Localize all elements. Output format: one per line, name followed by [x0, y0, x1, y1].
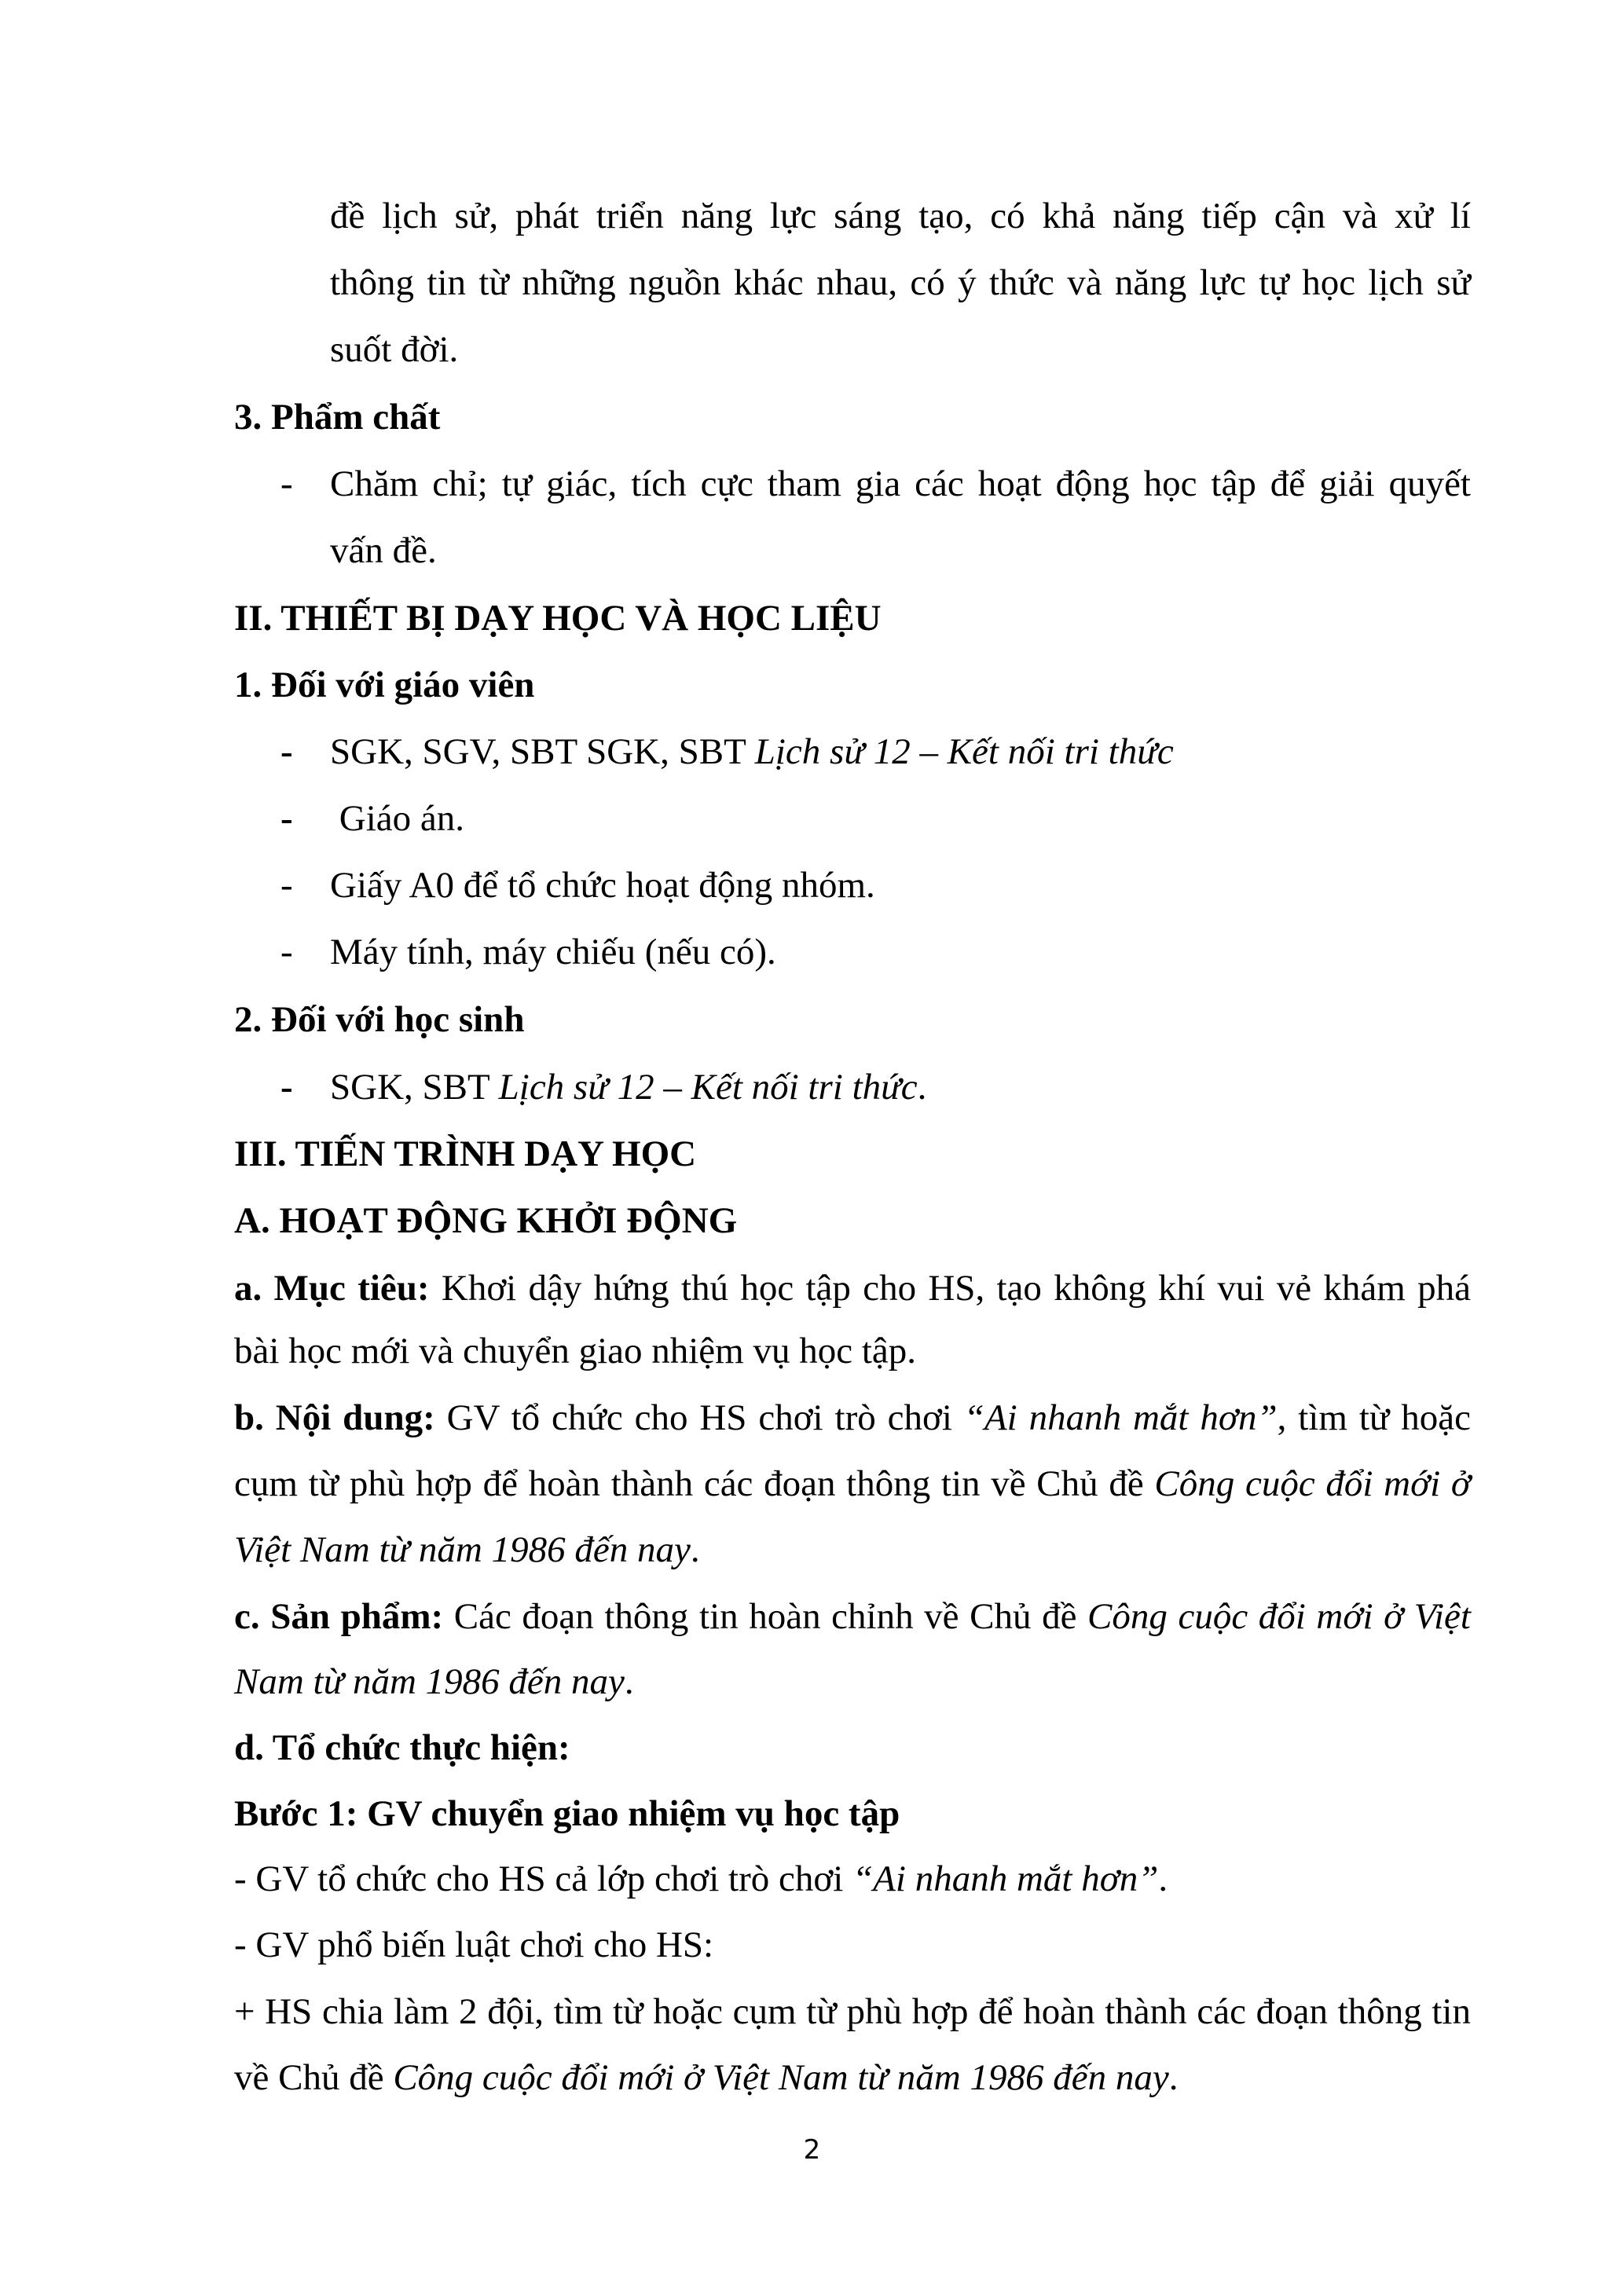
- text-span-italic: Công cuộc đổi mới ở Việt: [1087, 1596, 1471, 1637]
- text-line: vấn đề.: [330, 530, 437, 571]
- heading-hoc-sinh: 2. Đối với học sinh: [234, 999, 525, 1040]
- heading-giao-vien: 1. Đối với giáo viên: [234, 665, 535, 705]
- label-muc-tieu: a. Mục tiêu:: [234, 1268, 430, 1309]
- text-line: - GV phổ biến luật chơi cho HS:: [234, 1924, 714, 1965]
- text-line: thông tin từ những nguồn khác nhau, có ý thức và năng lực tự học lịch sử: [330, 262, 1471, 303]
- text-span: Các đoạn thông tin hoàn chỉnh về Chủ đề: [443, 1596, 1088, 1637]
- heading-to-chuc: d. Tổ chức thực hiện:: [234, 1727, 570, 1768]
- bullet-dash: -: [280, 865, 293, 906]
- text-span-italic: Việt Nam từ năm 1986 đến nay: [234, 1529, 691, 1570]
- text-span: cụm từ phù hợp để hoàn thành các đoạn thông tin về Chủ đề: [234, 1463, 1155, 1504]
- heading-thiet-bi: II. THIẾT BỊ DẠY HỌC VÀ HỌC LIỆU: [234, 598, 882, 639]
- text-span: SGK, SBT: [330, 1067, 499, 1108]
- text-line: Giấy A0 để tổ chức hoạt động nhóm.: [330, 865, 875, 906]
- text-span: SGK, SGV, SBT SGK, SBT: [330, 731, 755, 772]
- bullet-dash: -: [280, 1067, 293, 1108]
- text-line: [234, 1522, 1471, 1577]
- text-line: bài học mới và chuyển giao nhiệm vụ học tập.: [234, 1331, 917, 1371]
- text-span-italic: Nam từ năm 1986 đến nay: [234, 1661, 625, 1702]
- text-span: , tìm từ hoặc: [1277, 1397, 1471, 1438]
- text-line: [234, 1851, 1471, 1906]
- text-span: .: [624, 1661, 634, 1702]
- text-span: .: [917, 1067, 927, 1108]
- text-line: [330, 724, 1471, 779]
- heading-buoc-1: Bước 1: GV chuyển giao nhiệm vụ học tập: [234, 1793, 900, 1834]
- text-span-italic: Lịch sử 12 – Kết nối tri thức: [498, 1067, 918, 1108]
- text-span-italic: “Ai nhanh mắt hơn”: [963, 1397, 1278, 1438]
- text-line: [234, 1654, 1471, 1709]
- label-san-pham: c. Sản phẩm:: [234, 1596, 444, 1637]
- text-span: về Chủ đề: [234, 2057, 394, 2098]
- text-line: + HS chia làm 2 đội, tìm từ hoặc cụm từ phù hợp để hoàn thành các đoạn thông tin: [234, 1991, 1471, 2032]
- text-span-italic: Công cuộc đổi mới ở: [1154, 1463, 1471, 1504]
- label-noi-dung: b. Nội dung:: [234, 1397, 435, 1438]
- text-line: suốt đời.: [330, 329, 459, 370]
- text-span: Khơi dậy hứng thú học tập cho HS, tạo không khí vui vẻ khám phá: [429, 1268, 1471, 1309]
- text-span: .: [1168, 2057, 1179, 2098]
- bullet-dash: -: [280, 731, 293, 772]
- text-line: Máy tính, máy chiếu (nếu có).: [330, 932, 776, 972]
- text-span-italic: “Ai nhanh mắt hơn”: [852, 1858, 1159, 1899]
- heading-pham-chat: 3. Phẩm chất: [234, 397, 441, 438]
- text-line: [234, 1261, 1471, 1316]
- text-span: - GV tổ chức cho HS cả lớp chơi trò chơi: [234, 1858, 853, 1899]
- bullet-dash: -: [280, 463, 293, 504]
- text-line: [234, 1456, 1471, 1511]
- text-span: .: [690, 1529, 700, 1570]
- bullet-dash: -: [280, 798, 293, 839]
- heading-tien-trinh: III. TIẾN TRÌNH DẠY HỌC: [234, 1133, 697, 1174]
- text-line: Giáo án.: [330, 798, 464, 839]
- heading-khoi-dong: A. HOẠT ĐỘNG KHỞI ĐỘNG: [234, 1200, 738, 1241]
- text-span-italic: Lịch sử 12 – Kết nối tri thức: [754, 731, 1174, 772]
- text-span-italic: Công cuộc đổi mới ở Việt Nam từ năm 1986 đến nay: [393, 2057, 1169, 2098]
- text-line: Chăm chỉ; tự giác, tích cực tham gia các hoạt động học tập để giải quyết: [330, 463, 1471, 504]
- text-span: GV tổ chức cho HS chơi trò chơi: [434, 1397, 964, 1438]
- text-line: đề lịch sử, phát triển năng lực sáng tạo, có khả năng tiếp cận và xử lí: [330, 196, 1471, 236]
- text-line: [234, 2050, 1471, 2105]
- text-line: [234, 1390, 1471, 1445]
- text-span: .: [1158, 1858, 1168, 1899]
- bullet-dash: -: [280, 932, 293, 972]
- page-number: 2: [803, 2134, 821, 2166]
- text-line: [330, 1060, 1471, 1115]
- text-line: [234, 1589, 1471, 1644]
